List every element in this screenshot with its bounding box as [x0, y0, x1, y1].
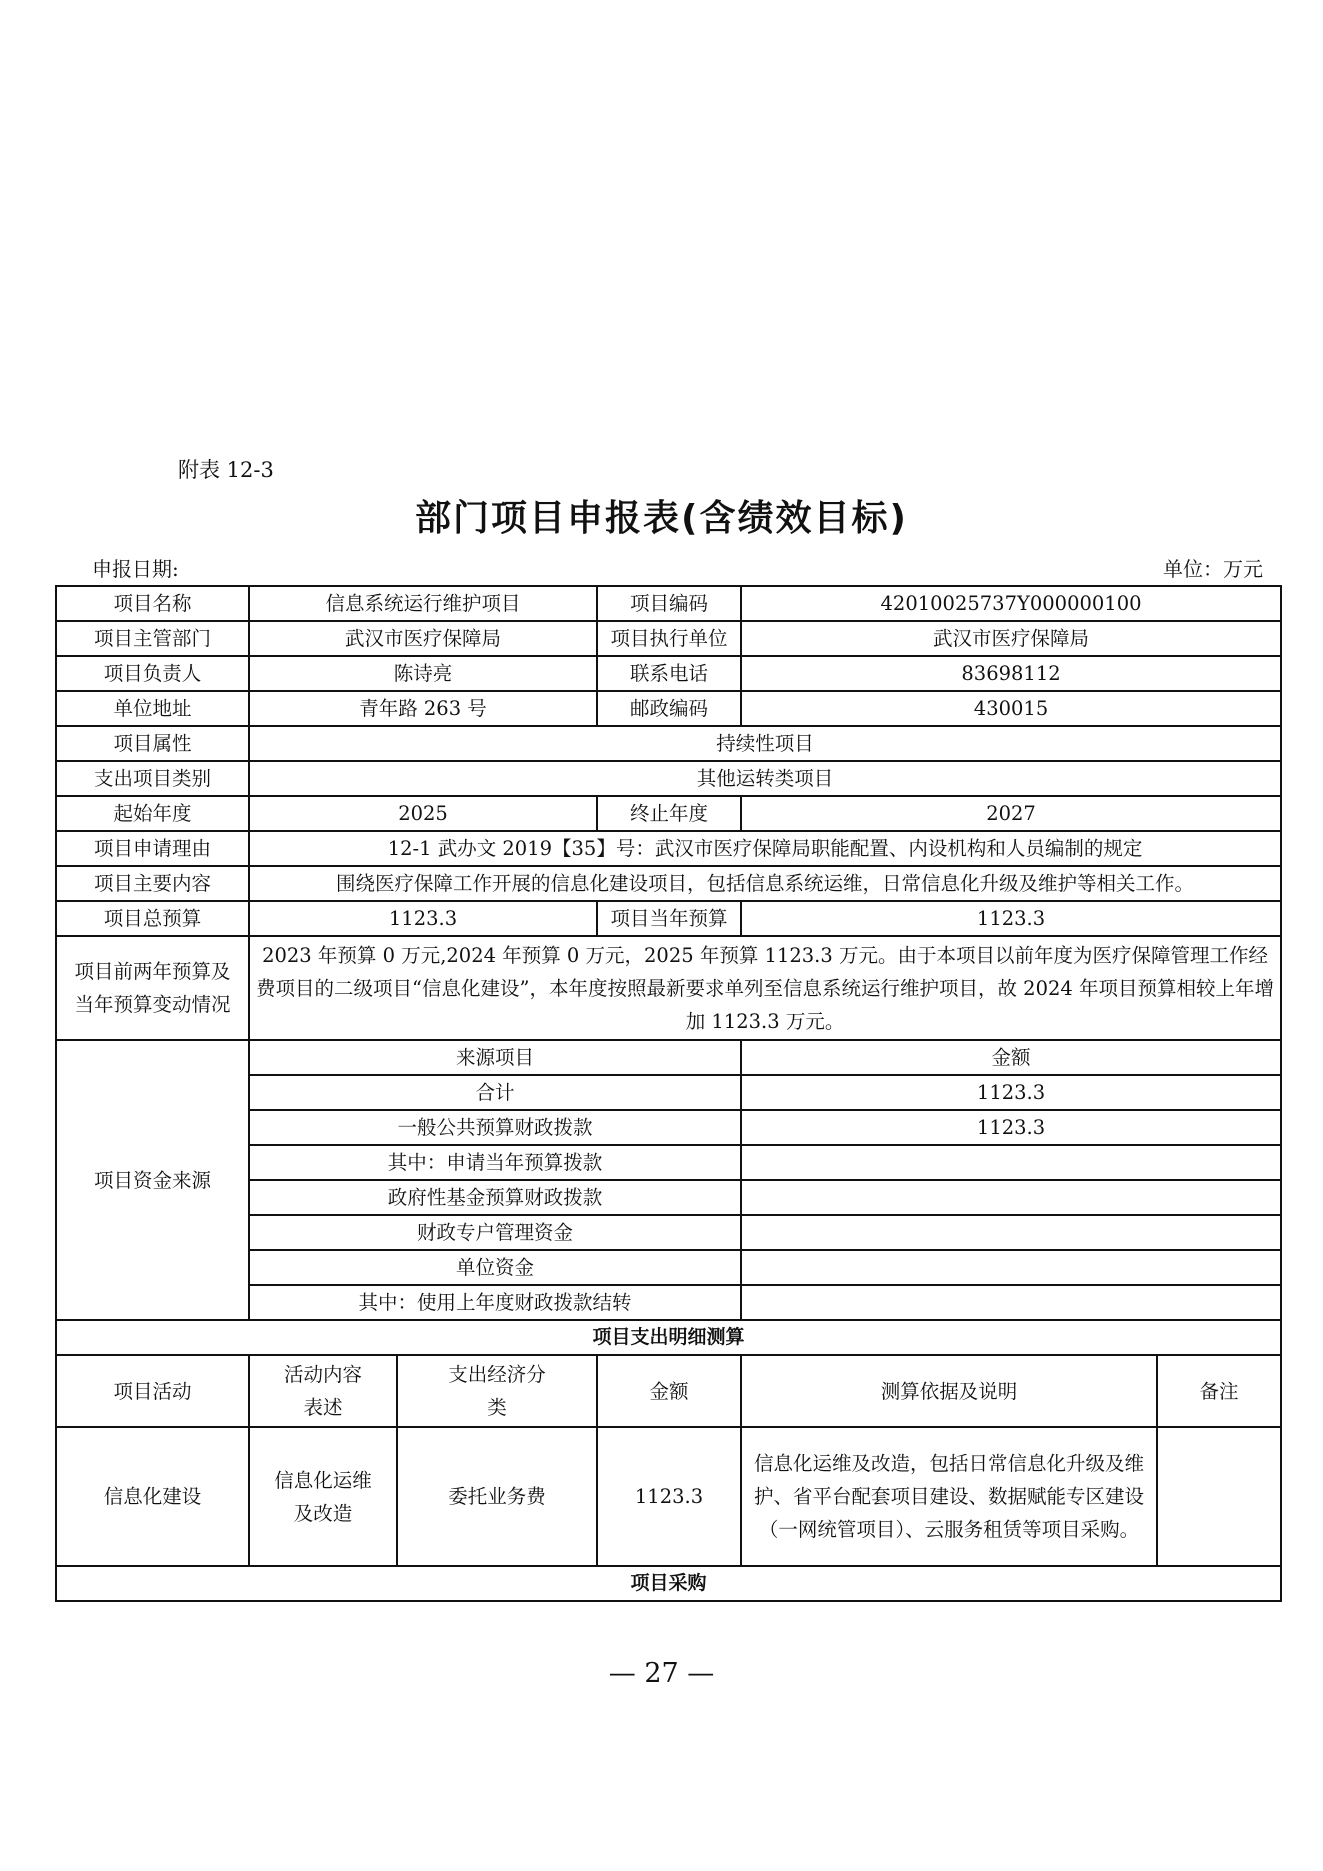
- row-address: [56, 691, 1281, 726]
- funding-source-name: 政府性基金预算财政拨款: [249, 1180, 741, 1215]
- funding-amount: [741, 1250, 1281, 1285]
- change-text: 2023 年预算 0 万元,2024 年预算 0 万元，2025 年预算 1123.3 万元。由于本项目以前年度为医疗保障管理工作经费项目的二级项目“信息化建设”，本年度按照最新要求单列至信息系统运行维护项目，故 2024 年项目预算相较上年增加 1123.3 万元。: [249, 936, 1281, 1040]
- row-category: [56, 761, 1281, 796]
- report-date-label: 申报日期:: [92, 557, 179, 581]
- funding-amount: 1123.3: [741, 1075, 1281, 1110]
- reason-label: 项目申请理由: [56, 831, 249, 866]
- row-attribute: [56, 726, 1281, 761]
- start-year-value: 2025: [249, 796, 597, 831]
- address-label: 单位地址: [56, 691, 249, 726]
- address-right-label: 邮政编码: [597, 691, 741, 726]
- procurement-section-title: 项目采购: [56, 1566, 1281, 1601]
- funding-source-name: 其中：使用上年度财政拨款结转: [249, 1285, 741, 1320]
- content-label: 项目主要内容: [56, 866, 249, 901]
- attribute-label: 项目属性: [56, 726, 249, 761]
- end-year-value: 2027: [741, 796, 1281, 831]
- dept-right-label: 项目执行单位: [597, 621, 741, 656]
- row-change: [56, 936, 1281, 1040]
- attribute-value: 持续性项目: [249, 726, 1281, 761]
- category-label: 支出项目类别: [56, 761, 249, 796]
- year-budget-value: 1123.3: [741, 901, 1281, 936]
- funding-source-name: 其中：申请当年预算拨款: [249, 1145, 741, 1180]
- detail-col-econ: 支出经济分类: [397, 1355, 597, 1427]
- row-content: [56, 866, 1281, 901]
- funding-amount: [741, 1285, 1281, 1320]
- detail-activity: 信息化建设: [56, 1427, 249, 1566]
- unit-label: 单位：万元: [1163, 557, 1263, 581]
- funding-col-source: 来源项目: [249, 1040, 741, 1075]
- funding-amount: 1123.3: [741, 1110, 1281, 1145]
- attachment-label: 附表 12-3: [178, 458, 274, 482]
- row-detail-header: [56, 1355, 1281, 1427]
- detail-col-note: 备注: [1157, 1355, 1281, 1427]
- row-detail-title: [56, 1320, 1281, 1355]
- row-dept: [56, 621, 1281, 656]
- funding-amount: [741, 1145, 1281, 1180]
- detail-basis: 信息化运维及改造，包括日常信息化升级及维护、省平台配套项目建设、数据赋能专区建设（一网统管项目）、云服务租赁等项目采购。: [741, 1427, 1157, 1566]
- funding-source-name: 单位资金: [249, 1250, 741, 1285]
- detail-amount: 1123.3: [597, 1427, 741, 1566]
- address-right-value: 430015: [741, 691, 1281, 726]
- row-budget: [56, 901, 1281, 936]
- project-name-value: 信息系统运行维护项目: [249, 586, 597, 621]
- detail-content: 信息化运维及改造: [249, 1427, 397, 1566]
- row-leader: [56, 656, 1281, 691]
- total-budget-value: 1123.3: [249, 901, 597, 936]
- dept-right-value: 武汉市医疗保障局: [741, 621, 1281, 656]
- funding-source-name: 合计: [249, 1075, 741, 1110]
- leader-value: 陈诗亮: [249, 656, 597, 691]
- funding-amount: [741, 1180, 1281, 1215]
- leader-right-value: 83698112: [741, 656, 1281, 691]
- row-project-name: [56, 586, 1281, 621]
- year-budget-label: 项目当年预算: [597, 901, 741, 936]
- detail-note: [1157, 1427, 1281, 1566]
- row-years: [56, 796, 1281, 831]
- row-funding-header: [56, 1040, 1281, 1075]
- project-name-label: 项目名称: [56, 586, 249, 621]
- detail-col-amount: 金额: [597, 1355, 741, 1427]
- content-value: 围绕医疗保障工作开展的信息化建设项目，包括信息系统运维，日常信息化升级及维护等相关工作。: [249, 866, 1281, 901]
- dept-value: 武汉市医疗保障局: [249, 621, 597, 656]
- funding-source-name: 财政专户管理资金: [249, 1215, 741, 1250]
- funding-col-amount: 金额: [741, 1040, 1281, 1075]
- project-name-right-label: 项目编码: [597, 586, 741, 621]
- address-value: 青年路 263 号: [249, 691, 597, 726]
- funding-label: 项目资金来源: [56, 1040, 249, 1320]
- page-title: 部门项目申报表(含绩效目标): [415, 498, 908, 539]
- project-name-right-value: 42010025737Y000000100: [741, 586, 1281, 621]
- category-value: 其他运转类项目: [249, 761, 1281, 796]
- detail-col-activity: 项目活动: [56, 1355, 249, 1427]
- detail-row: [56, 1427, 1281, 1566]
- end-year-label: 终止年度: [597, 796, 741, 831]
- row-reason: [56, 831, 1281, 866]
- dept-label: 项目主管部门: [56, 621, 249, 656]
- project-application-table: [55, 585, 1282, 1602]
- total-budget-label: 项目总预算: [56, 901, 249, 936]
- detail-section-title: 项目支出明细测算: [56, 1320, 1281, 1355]
- row-procurement-title: [56, 1566, 1281, 1601]
- change-label: 项目前两年预算及当年预算变动情况: [56, 936, 249, 1040]
- detail-col-basis: 测算依据及说明: [741, 1355, 1157, 1427]
- detail-econ: 委托业务费: [397, 1427, 597, 1566]
- reason-value: 12-1 武办文 2019【35】号：武汉市医疗保障局职能配置、内设机构和人员编制的规定: [249, 831, 1281, 866]
- start-year-label: 起始年度: [56, 796, 249, 831]
- page-number: — 27 —: [608, 1658, 715, 1689]
- leader-label: 项目负责人: [56, 656, 249, 691]
- funding-amount: [741, 1215, 1281, 1250]
- leader-right-label: 联系电话: [597, 656, 741, 691]
- detail-col-content: 活动内容表述: [249, 1355, 397, 1427]
- funding-source-name: 一般公共预算财政拨款: [249, 1110, 741, 1145]
